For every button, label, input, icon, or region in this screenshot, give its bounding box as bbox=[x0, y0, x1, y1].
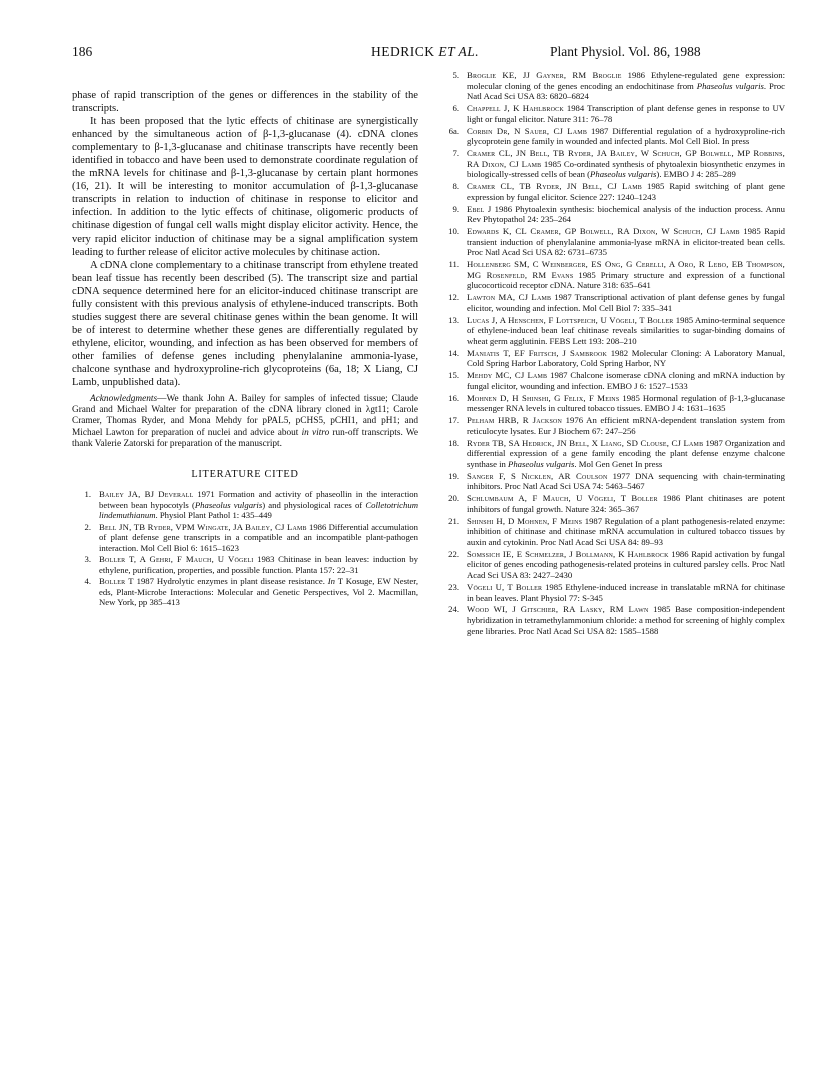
acknowledgments-end: run-off transcripts. We thank Valerie Zatorski for preparation of the manuscript. bbox=[72, 427, 418, 449]
reference-item bbox=[440, 370, 785, 391]
reference-text: 1987 Chalcone isomerase cDNA cloning and mRNA induction by fungal elicitor, wounding and infection. EMBO J 6: 1527–1533 bbox=[467, 370, 785, 391]
reference-item bbox=[440, 549, 785, 581]
reference-item bbox=[440, 70, 785, 102]
reference-number: 2. bbox=[84, 521, 91, 532]
reference-authors: Mohnen D, H Shinshi, G Felix, F Meins bbox=[467, 392, 620, 403]
reference-authors: Ebel J bbox=[467, 203, 492, 214]
reference-text: 1987 Differential regulation of a hydroxyproline-rich glycoprotein gene family in wounded and infected plants. Mol Cell Biol. In press bbox=[467, 125, 785, 147]
reference-authors: Schlumbaum A, F Mauch, U Vögeli, T Boller bbox=[467, 493, 658, 504]
body-paragraph: It has been proposed that the lytic effects of chitinase are synergistically enhanced by the simultaneous action of β-1,3-glucanase (4). cDNA clones complementary to β-1,3-glucanase and chitinase transcripts have recently been identified in tobacco and have been used to demonstrate coordinate regulation of the mRNA levels for chitinase and β-1,3-glucanase by certain plant hormones (16, 21). It will be interesting to monitor accumulation of β-1,3-glucanase transcripts in relation to induction of chitinase in response to elicitor and infection. In addition to the lytic effects of chitinase, oligomeric products of chitinase digestion of fungal cell walls might display elicitor activity. Hence, the very rapid elicitor induction of chitinase may be a signal amplification system leading to further release of elicitor active molecules by chitinase action. bbox=[72, 116, 418, 258]
reference-authors: Hollenberg SM, C Weinberger, ES Ong, G Cerelli, A Oro, R Lebo, EB Thompson, MG Rosenfeld, RM Evans bbox=[467, 259, 785, 280]
reference-authors: Cramer CL, TB Ryder, JN Bell, CJ Lamb bbox=[467, 181, 642, 192]
reference-item bbox=[440, 181, 785, 202]
reference-item bbox=[440, 259, 785, 291]
reference-text: 1983 Chitinase in bean leaves: induction by ethylene, purification, properties, and possible function. Planta 157: 22–31 bbox=[99, 554, 418, 575]
reference-number: 12. bbox=[448, 292, 459, 303]
reference-authors: Sanger F, S Nicklen, AR Coulson bbox=[467, 470, 608, 481]
reference-item bbox=[440, 315, 785, 347]
reference-text: 1986 Phytoalexin synthesis: biochemical analysis of the induction process. Annu Rev Phytopathol 24: 235–264 bbox=[467, 203, 785, 225]
reference-authors: Broglie KE, JJ Gayner, RM Broglie bbox=[467, 70, 622, 80]
reference-authors: Mehdy MC, CJ Lamb bbox=[467, 370, 548, 381]
reference-item bbox=[440, 493, 785, 514]
reference-number: 15. bbox=[448, 370, 459, 381]
reference-text: 1985 Rapid transient induction of phenylalanine ammonia-lyase mRNA in elicitor-treated bean cells. Proc Natl Acad Sci USA 82: 6731–6735 bbox=[467, 226, 785, 258]
reference-italic: Phaseolus vulgaris bbox=[696, 80, 764, 91]
reference-item bbox=[440, 103, 785, 124]
reference-authors: Cramer CL, JN Bell, TB Ryder, JA Bailey, W Schuch, GP Bolwell, MP Robbins, RA Dixon, CJ Lamb bbox=[467, 148, 785, 169]
reference-authors: Wood WI, J Gitschier, RA Lasky, RM Lawn bbox=[467, 604, 649, 615]
reference-text: 1982 Molecular Cloning: A Laboratory Manual, Cold Spring Harbor Laboratory, Cold Spring Harbor, NY bbox=[467, 347, 785, 369]
reference-item bbox=[440, 415, 785, 436]
reference-item bbox=[440, 226, 785, 258]
right-column bbox=[440, 70, 785, 638]
reference-italic: Phaseolus vulgaris bbox=[194, 499, 263, 510]
left-column bbox=[72, 89, 418, 608]
running-head-author: HEDRICK bbox=[371, 44, 435, 59]
reference-text: 1984 Transcription of plant defense genes in response to UV light or fungal elicitor. Nature 311: 76–78 bbox=[467, 103, 785, 124]
reference-italic: Phaseolus vulgaris bbox=[590, 169, 657, 180]
reference-text: 1977 DNA sequencing with chain-terminating inhibitors. Proc Natl Acad Sci USA 74: 5463–5467 bbox=[467, 470, 785, 492]
reference-text: 1985 Ethylene-induced increase in translatable mRNA for chitinase in bean leaves. Plant Physiol 77: S-345 bbox=[467, 581, 785, 603]
acknowledgments-text: —We thank John A. Bailey for samples of infected tissue; Claude Grand and Michael Walter for preparation of the cDNA library cloned in λgt11; Carole Cramer, Thomas Ryder, and Mona Mehdy for pPAL5, pCHS5, pCHI1, and pH1; and Michael Lawton for preparation of nuclei and advice about bbox=[72, 394, 418, 438]
page-number: 186 bbox=[72, 44, 93, 59]
reference-number: 24. bbox=[448, 604, 459, 615]
reference-item bbox=[440, 471, 785, 492]
reference-number: 9. bbox=[452, 203, 459, 214]
reference-text: 1976 An efficient mRNA-dependent translation system from reticulocyte lysates. Eur J Biochem 67: 247–256 bbox=[467, 415, 785, 436]
reference-number: 3. bbox=[84, 554, 91, 565]
reference-list-left bbox=[72, 489, 418, 608]
reference-number: 11. bbox=[448, 259, 459, 270]
reference-authors: Shinshi H, D Mohnen, F Meins bbox=[467, 515, 583, 526]
reference-authors: Bell JN, TB Ryder, VPM Wingate, JA Bailey, CJ Lamb bbox=[99, 521, 307, 532]
reference-number: 19. bbox=[448, 470, 459, 481]
reference-item bbox=[440, 393, 785, 414]
reference-number: 23. bbox=[448, 581, 459, 592]
reference-item bbox=[72, 489, 418, 521]
reference-authors: Lawton MA, CJ Lamb bbox=[467, 292, 552, 303]
reference-text: 1985 Primary structure and expression of a functional glucocorticoid receptor cDNA. Nature 318: 635–641 bbox=[467, 269, 785, 291]
reference-authors: Vögeli U, T Boller bbox=[467, 581, 543, 592]
reference-number: 10. bbox=[448, 226, 459, 237]
reference-item bbox=[440, 604, 785, 636]
literature-cited-heading: LITERATURE CITED bbox=[191, 469, 299, 481]
reference-number: 18. bbox=[448, 437, 459, 448]
reference-text: 1987 Transcriptional activation of plant defense genes by fungal elicitor, wounding and infection. Mol Cell Biol 7: 335–341 bbox=[467, 292, 785, 313]
reference-number: 7. bbox=[452, 148, 459, 159]
reference-number: 6a. bbox=[448, 125, 459, 136]
reference-number: 6. bbox=[452, 103, 459, 114]
reference-text: T Kosuge, EW Nester, eds, Plant-Microbe Interactions: Molecular and Genetic Perspectives, Vol 2. Macmillan, New York, pp 385–413 bbox=[99, 575, 419, 608]
reference-item bbox=[72, 554, 418, 575]
reference-number: 21. bbox=[448, 515, 459, 526]
reference-text: 1986 Ethylene-regulated gene expression: molecular cloning of the genes encoding an endochitinase from bbox=[467, 70, 785, 91]
reference-text: . Mol Gen Genet In press bbox=[574, 458, 663, 469]
reference-number: 8. bbox=[452, 181, 459, 192]
reference-item bbox=[440, 148, 785, 180]
reference-number: 5. bbox=[452, 70, 459, 80]
reference-text: ). EMBO J 4: 285–289 bbox=[656, 169, 736, 180]
reference-number: 17. bbox=[448, 415, 459, 426]
reference-text: . Physiol Plant Pathol 1: 435–449 bbox=[155, 510, 272, 521]
reference-item bbox=[440, 516, 785, 548]
reference-authors: Boller T bbox=[99, 575, 134, 586]
reference-authors: Edwards K, CL Cramer, GP Bolwell, RA Dixon, W Schuch, CJ Lamb bbox=[467, 226, 740, 237]
running-head-et-al: ET AL. bbox=[438, 44, 480, 59]
reference-item bbox=[440, 348, 785, 369]
reference-item bbox=[440, 582, 785, 603]
reference-text: 1987 Hydrolytic enzymes in plant disease resistance. bbox=[133, 575, 328, 586]
reference-italic: Phaseolus vulgaris bbox=[508, 458, 575, 469]
running-head-journal: Plant Physiol. Vol. 86, 1988 bbox=[550, 44, 701, 59]
body-paragraph: A cDNA clone complementary to a chitinase transcript from ethylene treated bean leaf tissue has recently been described (5). The transcript size and partial cDNA sequence determined here for an elicitor-induced chitinase transcript are fully consistent with this previous analysis of ethylene-induced transcripts. Both studies suggest there are several chitinase genes within the bean genome. It will be of interest to determine whether these genes are differentially regulated by ethylene, elicitor, wounding, and infection as has been observed for members of other families of defense genes including phenylalanine ammonia-lyase, chalcone synthase and hydroxyproline-rich glycoproteins (6a, 18; X Liang, CJ Lamb, unpublished data). bbox=[72, 259, 418, 389]
reference-authors: Pelham HRB, R Jackson bbox=[467, 415, 563, 426]
running-head-authors bbox=[371, 44, 479, 60]
reference-item bbox=[72, 576, 418, 608]
reference-item bbox=[440, 204, 785, 225]
acknowledgments bbox=[72, 394, 418, 450]
reference-text: 1985 Base composition-independent hybridization in tetramethylammonium chloride: a method for screening of highly complex gene libraries. Proc Natl Acad Sci USA 82: 1585–1588 bbox=[467, 604, 785, 636]
reference-italic: Colletotrichum lindemuthianum bbox=[99, 499, 418, 521]
reference-number: 14. bbox=[448, 347, 459, 358]
reference-authors: Boller T, A Gehri, F Mauch, U Vögeli bbox=[99, 554, 254, 565]
reference-text: 1971 Formation and activity of phaseollin in the interaction between bean hypocotyls ( bbox=[99, 489, 418, 510]
reference-item bbox=[440, 126, 785, 147]
reference-authors: Maniatis T, EF Fritsch, J Sambrook bbox=[467, 347, 608, 358]
reference-text: 1986 Plant chitinases are potent inhibitors of fungal growth. Nature 324: 365–367 bbox=[467, 493, 785, 514]
body-paragraph: phase of rapid transcription of the genes or differences in the stability of the transcripts. bbox=[72, 90, 418, 115]
acknowledgments-italic: in vitro bbox=[301, 427, 330, 438]
reference-item bbox=[440, 438, 785, 470]
reference-text: ) and physiological races of bbox=[262, 499, 366, 510]
reference-number: 13. bbox=[448, 314, 459, 325]
reference-text: 1985 Co-ordinated synthesis of phytoalexin biosynthetic enzymes in biologically-stressed cells of bean ( bbox=[467, 158, 785, 180]
reference-authors: Corbin Dr, N Sauer, CJ Lamb bbox=[467, 125, 588, 136]
reference-text: 1986 Differential accumulation of plant defense gene transcripts in a compatible and an incompatible plant-pathogen interaction. Mol Cell Biol 6: 1615–1623 bbox=[99, 521, 418, 553]
reference-text: 1987 Organization and differential expression of a gene family encoding the plant defense enzyme chalcone synthase in bbox=[467, 437, 785, 469]
reference-authors: Somssich IE, E Schmelzer, J Bollmann, K Hahlbrock bbox=[467, 548, 669, 559]
reference-authors: Chappell J, K Hahlbrock bbox=[467, 103, 564, 114]
reference-text: 1986 Rapid activation by fungal elicitor of genes encoding pathogenesis-related proteins in cultured parsley cells. Proc Natl Acad Sci USA 83: 2427–2430 bbox=[467, 548, 786, 581]
reference-list-right bbox=[440, 70, 785, 636]
reference-italic: In bbox=[327, 575, 335, 586]
reference-number: 20. bbox=[448, 493, 459, 504]
acknowledgments-label: Acknowledgments bbox=[90, 394, 158, 405]
reference-text: 1985 Rapid switching of plant gene expression by fungal elicitor. Science 227: 1240–1243 bbox=[467, 181, 785, 202]
reference-text: 1987 Regulation of a plant pathogenesis-related enzyme: inhibition of chitinase and chitinase mRNA accumulation in cultured tobacco tissues by auxin and cytokinin. Proc Natl Acad Sci USA 84: 89–93 bbox=[467, 515, 785, 547]
reference-number: 1. bbox=[84, 489, 91, 500]
reference-text: . Proc Natl Acad Sci USA 83: 6820–6824 bbox=[467, 80, 785, 102]
reference-authors: Ryder TB, SA Hedrick, JN Bell, X Liang, SD Clouse, CJ Lamb bbox=[467, 437, 704, 448]
reference-item bbox=[72, 522, 418, 554]
reference-text: 1985 Hormonal regulation of β-1,3-glucanase messenger RNA levels in cultured tobacco tissues. EMBO J 4: 1631–1635 bbox=[467, 392, 786, 414]
reference-item bbox=[440, 292, 785, 313]
reference-authors: Lucas J, A Henschen, F Lottspeich, U Vögeli, T Boller bbox=[467, 314, 674, 325]
reference-authors: Bailey JA, BJ Deverall bbox=[99, 489, 194, 500]
reference-text: 1985 Amino-terminal sequence of ethylene-induced bean leaf chitinase reveals similarities to sugar-binding domains of wheat germ agglutinin. FEBS Lett 193: 208–210 bbox=[467, 314, 785, 346]
reference-number: 4. bbox=[84, 575, 91, 586]
reference-number: 22. bbox=[448, 548, 459, 559]
reference-number: 16. bbox=[448, 392, 459, 403]
